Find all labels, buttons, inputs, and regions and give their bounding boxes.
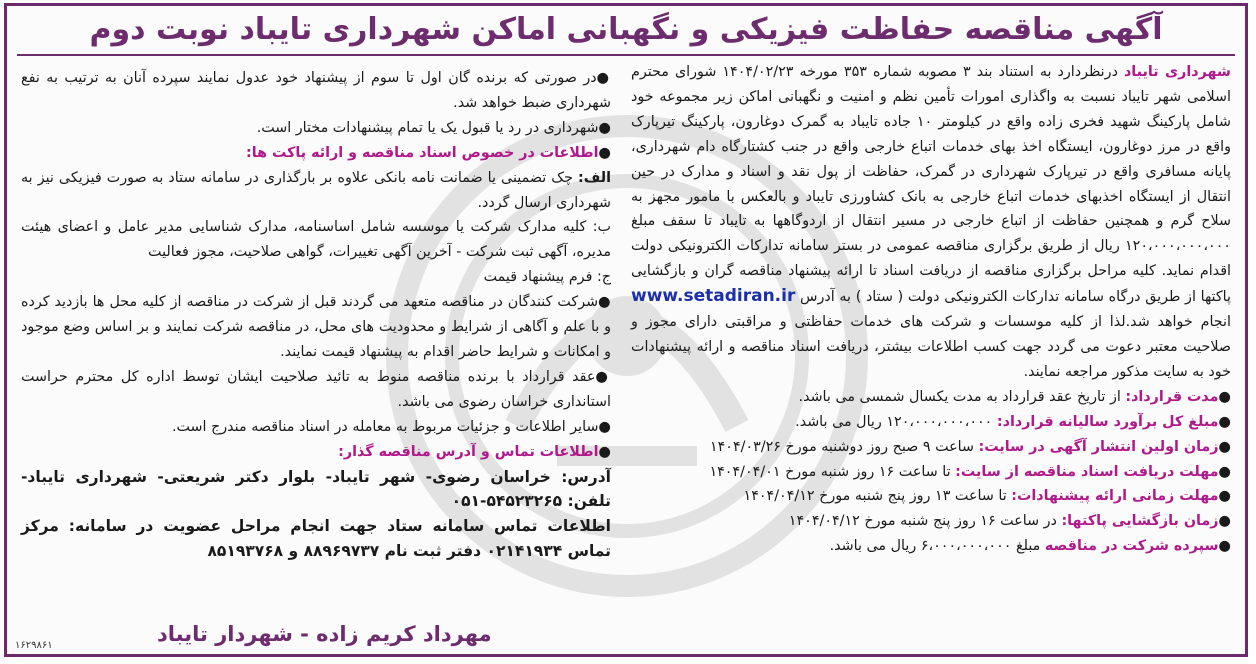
intro-lead: شهرداری تایباد [1123, 64, 1231, 80]
jim-item: ج: فرم پیشنهاد قیمت [483, 269, 611, 286]
title-divider [17, 54, 1235, 56]
contract-paragraph: ●عقد قرارداد با برنده مناقصه منوط به تائید صلاحیت ایشان توسط اداره کل محترم حراست استانداری خراسان رضوی می باشد. [21, 368, 611, 410]
detail-item: ●زمان بازگشایی پاکتها: در ساعت ۱۶ روز پنج شنبه مورخ ۱۴۰۴/۰۴/۱۲ [788, 513, 1231, 530]
be-item: ب: کلیه مدارک شرکت یا موسسه شامل اساسنامه، مدارک شناسایی مدیر عامل و اعضای هیئت مدیره، آگهی ثبت شرکت - آخرین آگهی تغییرات، گواهی صلاحیت، مجوز فعالیت [21, 219, 611, 261]
detail-item: ●مدت قرارداد: از تاریخ عقد قرارداد به مدت یکسال شمسی می باشد. [798, 388, 1231, 405]
contact-heading: ●اطلاعات تماس و آدرس مناقصه گذار: [338, 443, 611, 460]
address-text: آدرس: خراسان رضوی- شهر تایباد- بلوار دکتر شریعتی- شهرداری تایباد- تلفن: ۵۴۵۲۳۲۶۵-۰۵۱ [21, 467, 611, 511]
alef-item: الف: چک تضمینی یا ضمانت نامه بانکی علاوه بر بارگذاری در سامانه ستاد به صورت فیزیکی نیز به شهرداری ارسال گردد. [21, 169, 611, 211]
rights-paragraph: ●شهرداری در رد یا قبول یک یا تمام پیشنهادات مختار است. [256, 119, 611, 136]
newspaper-ad [4, 3, 1248, 657]
intro-body: درنظردارد به استناد بند ۳ مصوبه شماره ۳۵۳ مورخه ۱۴۰۴/۰۲/۲۳ شورای محترم اسلامی شهر تایباد نسبت به واگذاری امورات تأمین نظم و امنیت و نگهبانی اماکن زیر مجموعه خود شامل پارکینگ شهید فخری زاده واقع در کیلومتر ۱۰ جاده تایباد به گمرک دوغارون، پارکینگ تیرپارک واقع در مرز دوغارون، ایستگاه اخذ بهای خدمات اتباع خارجی واقع در جنب کشتارگاه دام شهرداری، پایانه مسافری واقع در تیرپارک شهرداری در گمرک، حفاظت از پول نقد و اسناد و مدارک در حین انتقال از ایستگاه اخذبهای خدمات اتباع خارجی به بانک کشاورزی تایباد و بالعکس با مامور مجهز به سلاح گرم و همچنین حفاظت از اتباع خارجی در مسیر انتقال از اردوگاهها به تایباد تا سقف مبلغ ۱۲۰،۰۰۰،۰۰۰،۰۰۰ ریال از طریق برگزاری مناقصه عمومی در بستر سامانه تدارکات الکترونیکی دولت اقدام نماید. کلیه مراحل برگزاری مناقصه از دریافت اسناد تا ارائه پیشنهاد مناقصه گران و بازگشایی پاکتها از طریق درگاه سامانه تدارکات الکترونیکی دولت ( ستاد ) به آدرس [631, 64, 1231, 306]
intro-tail: انجام خواهد شد.لذا از کلیه موسسات و شرکت های خدمات حفاظتی و مراقبتی دارای مجوز و صلاحیت معتبر دعوت می گردد جهت کسب اطلاعات بیشتر، دریافت اسناد مناقصه و ارائه پیشنهادات خود به سایت مذکور مراجعه نمایند. [631, 314, 1231, 380]
detail-item: ●سپرده شرکت در مناقصه مبلغ ۶،۰۰۰،۰۰۰،۰۰۰ ریال می باشد. [829, 538, 1231, 555]
detail-item: ●مبلغ کل برآورد سالیانه قرارداد: ۱۲۰،۰۰۰،۰۰۰،۰۰۰ ریال می باشد. [795, 413, 1231, 430]
setad-support-text: اطلاعات تماس سامانه ستاد جهت انجام مراحل عضویت در سامانه: مرکز تماس ۰۲۱۴۱۹۳۴ دفتر ثبت نام ۸۸۹۶۹۷۳۷ و ۸۵۱۹۳۷۶۸ [21, 517, 611, 561]
intro-paragraph [631, 60, 1231, 385]
setad-link[interactable]: www.setadiran.ir [631, 286, 796, 307]
other-info-paragraph: ●سایر اطلاعات و جزئیات مربوط به معامله در اسناد مناقصه مندرج است. [171, 418, 611, 435]
ad-code: ۱۶۲۹۸۶۱ [15, 640, 53, 651]
ad-title: آگهی مناقصه حفاظت فیزیکی و نگهبانی اماکن شهرداری تایباد نوبت دوم [89, 12, 1163, 47]
detail-item: ●زمان اولین انتشار آگهی در سایت: ساعت ۹ صبح روز دوشنبه مورخ ۱۴۰۴/۰۳/۲۶ [709, 438, 1231, 455]
site-visit-paragraph: ●شرکت کنندگان در مناقصه متعهد می گردند قبل از شرکت در مناقصه از کلیه محل ها بازدید کرده و با علم و آگاهی از شرایط و محدودیت های محل، در مناقصه شرکت نمایند و بر اساس وضع موجود و امکانات و شرایط حاضر اقدام به پیشنهاد قیمت نمایند. [21, 294, 611, 360]
left-column [21, 66, 611, 564]
detail-item: ●مهلت زمانی ارائه پیشنهادات: تا ساعت ۱۳ روز پنج شنبه مورخ ۱۴۰۴/۰۴/۱۲ [743, 488, 1231, 505]
right-column [631, 60, 1231, 559]
docs-heading: ●اطلاعات در خصوص اسناد مناقصه و ارائه پاکت ها: [246, 144, 611, 161]
mayor-signature: مهرداد کریم زاده - شهردار تایباد [157, 622, 492, 646]
detail-item: ●مهلت دریافت اسناد مناقصه از سایت: تا ساعت ۱۶ روز شنبه مورخ ۱۴۰۴/۰۴/۰۱ [709, 463, 1231, 480]
forfeit-paragraph: ●در صورتی که برنده گان اول تا سوم از پیشنهاد خود عدول نمایند سپرده آنان به ترتیب به نفع شهرداری ضبط خواهد شد. [21, 70, 611, 111]
